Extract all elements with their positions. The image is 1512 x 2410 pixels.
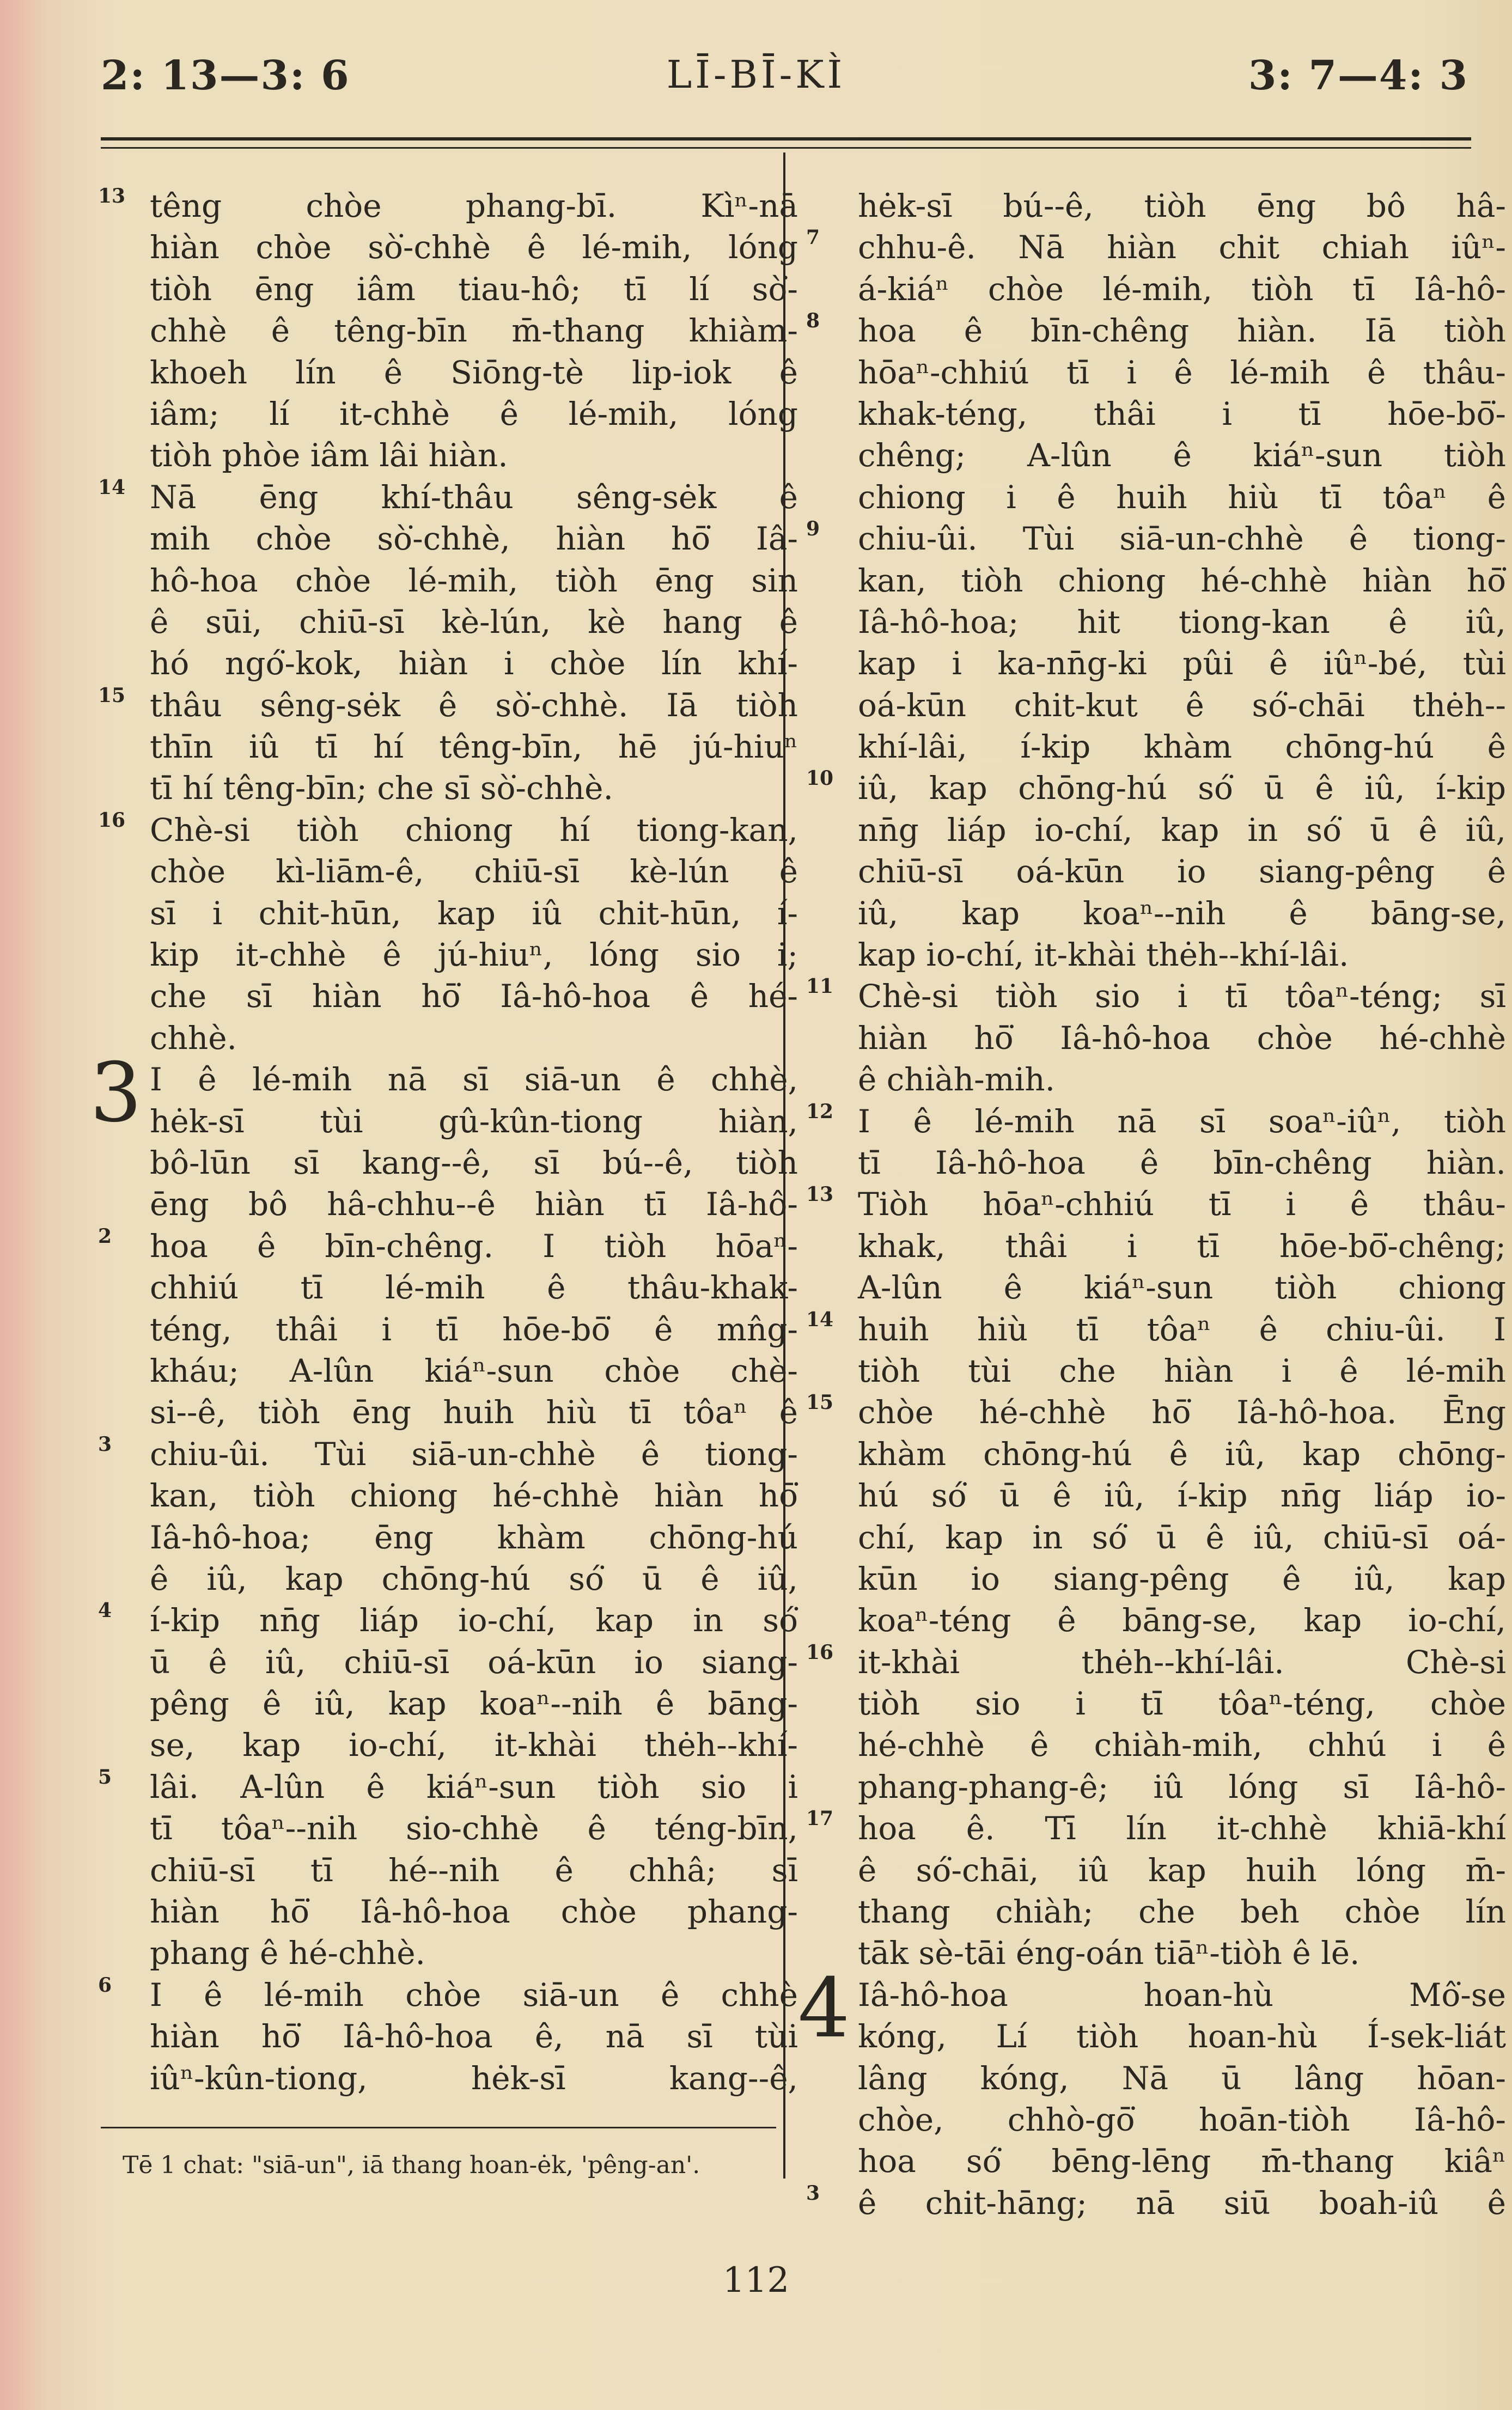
line-text: che sī hiàn hō͘ Iâ-hô-hoa ê hé-: [150, 978, 798, 1015]
text-line: [858, 2140, 1506, 2182]
text-line: [858, 560, 1506, 601]
line-text: ê iû, kap chōng-hú só͘ ū ê iû,: [150, 1560, 798, 1597]
line-text: A-lûn ê kiáⁿ-sun tiòh chiong: [858, 1269, 1506, 1307]
text-line: [150, 269, 798, 310]
text-line: [150, 1891, 798, 1932]
text-line: [150, 726, 798, 767]
footnote: Tē 1 chat: "siā-un", iā thang hoan-ėk, 'pêng-an'.: [123, 2151, 700, 2179]
text-line: [858, 851, 1506, 892]
line-text: pêng ê iû, kap koaⁿ--nih ê bāng-: [150, 1685, 798, 1723]
line-text: thang chiàh; che beh chòe lín: [858, 1893, 1506, 1931]
text-line: [98, 1973, 798, 2016]
line-text: chiu-ûi. Tùi siā-un-chhè ê tiong-: [150, 1435, 798, 1473]
text-line: [858, 477, 1506, 518]
text-line: [98, 475, 798, 518]
line-text: iû, kap koaⁿ--nih ê bāng-se,: [858, 894, 1506, 932]
line-text: hėk-sī tùi gû-kûn-tiong hiàn,: [150, 1102, 798, 1140]
text-line: [858, 1017, 1506, 1059]
text-line: [98, 684, 798, 726]
text-line: [858, 934, 1506, 975]
text-line: [150, 1517, 798, 1558]
text-line: [806, 1183, 1506, 1225]
text-line: [858, 2058, 1506, 2099]
verse-number: 7: [806, 226, 820, 249]
text-line: [150, 2016, 798, 2057]
text-line: [858, 726, 1506, 767]
text-line: [806, 1391, 1506, 1433]
line-text: mih chòe sò͘-chhè, hiàn hō͘ Iâ-: [150, 520, 798, 558]
line-text: kóng, Lí tiòh hoan-hù Í-sek-liát: [858, 2018, 1506, 2055]
text-line: [858, 1724, 1506, 1766]
header-book-title: LĪ-BĪ-KÌ: [666, 52, 846, 97]
line-text: tiòh tùi che hiàn i ê lé-mih: [858, 1352, 1506, 1389]
text-line: [806, 1807, 1506, 1849]
text-line: [150, 1683, 798, 1724]
line-text: hoa ê bīn-chêng hiàn. Iā tiòh: [858, 312, 1506, 350]
verse-number: 11: [806, 975, 834, 998]
line-text: hiàn hō͘ Iâ-hô-hoa ê, nā sī tùi: [150, 2018, 798, 2055]
line-text: chiong i ê huih hiù tī tôaⁿ ê: [858, 478, 1506, 516]
text-line: [150, 934, 798, 975]
text-line: [858, 1932, 1506, 1974]
line-text: chòe hé-chhè hō͘ Iâ-hô-hoa. Ēng: [858, 1394, 1506, 1431]
text-line: [858, 1350, 1506, 1392]
line-text: koaⁿ-téng ê bāng-se, kap io-chí,: [858, 1602, 1506, 1639]
line-text: iû, kap chōng-hú só͘ ū ê iû, í-kip: [858, 770, 1506, 807]
chapter-number: 3: [90, 1046, 142, 1141]
text-line: [806, 767, 1506, 809]
verse-number: 2: [98, 1224, 112, 1248]
text-line: [858, 809, 1506, 851]
text-line: [150, 310, 798, 351]
text-line: [858, 1142, 1506, 1183]
line-text: hiàn chòe sò͘-chhè ê lé-mih, lóng: [150, 229, 798, 266]
footnote-rule: [101, 2127, 776, 2128]
running-header: [0, 52, 1512, 112]
text-line: [858, 1433, 1506, 1475]
line-text: ê chit-hāng; nā siū boah-iû ê: [858, 2184, 1506, 2222]
line-text: Tiòh hōaⁿ-chhiú tī i ê thâu-: [858, 1186, 1506, 1223]
line-text: tī hí têng-bīn; che sī sò͘-chhè.: [150, 770, 613, 807]
line-text: chiū-sī tī hé--nih ê chhâ; sī: [150, 1851, 798, 1889]
text-line: [150, 1642, 798, 1683]
line-text: chiū-sī oá-kūn io siang-pêng ê: [858, 853, 1506, 890]
text-line: [150, 1309, 798, 1350]
line-text: tāk sè-tāi éng-oán tiāⁿ-tiòh ê lē.: [858, 1935, 1360, 1972]
verse-number: 13: [806, 1183, 834, 1206]
line-text: thâu sêng-sėk ê sò͘-chhè. Iā tiòh: [150, 686, 798, 724]
line-text: hú só͘ ū ê iû, í-kip nn̄g liáp io-: [858, 1477, 1506, 1515]
text-line: [150, 851, 798, 892]
verse-number: 3: [806, 2181, 820, 2205]
line-text: chiu-ûi. Tùi siā-un-chhè ê tiong-: [858, 520, 1506, 558]
line-text: téng, thâi i tī hōe-bō͘ ê mn̂g-: [150, 1310, 798, 1348]
line-text: I ê lé-mih nā sī soaⁿ-iûⁿ, tiòh: [858, 1102, 1506, 1140]
text-line: [858, 2099, 1506, 2140]
text-line: [806, 1308, 1506, 1350]
text-line: [806, 1100, 1506, 1142]
text-line: [858, 601, 1506, 643]
text-line: [150, 1392, 798, 1433]
verse-number: 10: [806, 767, 834, 790]
text-line: [150, 352, 798, 393]
text-line: [98, 1599, 798, 1641]
line-text: nn̄g liáp io-chí, kap in só͘ ū ê iû,: [858, 811, 1506, 849]
text-line: [858, 1600, 1506, 1641]
verse-number: 3: [98, 1432, 112, 1456]
line-text: ēng bô hâ-chhu--ê hiàn tī Iâ-hô-: [150, 1186, 798, 1223]
text-line: [858, 435, 1506, 476]
verse-number: 8: [806, 309, 820, 333]
text-line: [858, 643, 1506, 684]
text-line: [858, 1683, 1506, 1724]
text-line: [858, 1475, 1506, 1516]
text-line: [806, 2181, 1506, 2224]
line-text: kap io-chí, it-khài thėh--khí-lâi.: [858, 936, 1349, 974]
line-text: hoa ê bīn-chêng. I tiòh hōaⁿ-: [150, 1227, 798, 1265]
line-text: iûⁿ-kûn-tiong, hėk-sī kang--ê,: [150, 2059, 798, 2097]
text-line: [858, 352, 1506, 393]
line-text: si--ê, tiòh ēng huih hiù tī tôaⁿ ê: [150, 1394, 798, 1431]
text-line: [858, 1225, 1506, 1267]
text-line: [858, 393, 1506, 435]
line-text: kip it-chhè ê jú-hiuⁿ, lóng sio i;: [150, 936, 798, 974]
text-line: [98, 185, 798, 227]
line-text: ū ê iû, chiū-sī oá-kūn io siang-: [150, 1643, 798, 1681]
verse-number: 15: [806, 1391, 834, 1414]
line-text: chhè.: [150, 1019, 237, 1057]
line-text: tiòh sio i tī tôaⁿ-téng, chòe: [858, 1685, 1506, 1723]
header-rule-thin: [101, 147, 1471, 149]
text-line: [858, 685, 1506, 726]
text-line: [150, 1932, 798, 1974]
line-text: kan, tiòh chiong hé-chhè hiàn hō͘: [858, 562, 1506, 599]
text-line: [150, 1475, 798, 1516]
verse-number: 16: [98, 808, 126, 832]
line-text: í-kip nn̄g liáp io-chí, kap in só͘: [150, 1602, 798, 1639]
line-text: tiòh ēng iâm tiau-hô; tī lí sò͘-: [150, 270, 798, 308]
line-text: hô-hoa chòe lé-mih, tiòh ēng sin: [150, 562, 798, 599]
line-text: lâi. A-lûn ê kiáⁿ-sun tiòh sio i: [150, 1768, 798, 1805]
text-line: [806, 309, 1506, 351]
text-line: [150, 2058, 798, 2099]
header-rule-thick: [101, 137, 1471, 141]
text-line: [150, 893, 798, 934]
line-text: chòe kì-liām-ê, chiū-sī kè-lún ê: [150, 853, 798, 890]
line-text: phang-phang-ê; iû lóng sī Iâ-hô-: [858, 1768, 1506, 1805]
line-text: hōaⁿ-chhiú tī i ê lé-mih ê thâu-: [858, 353, 1506, 391]
text-line: [858, 1517, 1506, 1558]
text-line: [150, 1850, 798, 1891]
line-text: kap i ka-nn̄g-ki pûi ê iûⁿ-bé, tùi: [858, 645, 1506, 682]
text-line: [858, 1059, 1506, 1100]
verse-number: 17: [806, 1807, 834, 1831]
text-line: [806, 975, 1506, 1017]
line-text: se, kap io-chí, it-khài thėh--khí-: [150, 1726, 798, 1764]
line-text: chòe, chhò-gō͘ hoān-tiòh Iâ-hô-: [858, 2101, 1506, 2138]
line-text: hiàn hō͘ Iâ-hô-hoa chòe phang-: [150, 1893, 798, 1931]
verse-number: 6: [98, 1973, 112, 1997]
text-line: [150, 1142, 798, 1183]
line-text: I ê lé-mih chòe siā-un ê chhè: [150, 1976, 798, 2014]
verse-number: 12: [806, 1100, 834, 1123]
line-text: huih hiù tī tôaⁿ ê chiu-ûi. I: [858, 1310, 1506, 1348]
line-text: chhu-ê. Nā hiàn chit chiah iûⁿ-: [858, 229, 1506, 266]
text-line: [150, 518, 798, 559]
text-line: [150, 643, 798, 684]
page-number: 112: [722, 2260, 790, 2301]
text-line: [858, 1891, 1506, 1932]
line-text: Chè-si tiòh chiong hí tiong-kan,: [150, 811, 798, 849]
text-line: [150, 975, 798, 1017]
line-text: I ê lé-mih nā sī siā-un ê chhè,: [150, 1061, 798, 1099]
line-text: chhiú tī lé-mih ê thâu-khak-: [150, 1269, 798, 1307]
line-text: thīn iû tī hí têng-bīn, hē jú-hiuⁿ: [150, 728, 798, 766]
text-line: [150, 1724, 798, 1766]
line-text: chhè ê têng-bīn m̄-thang khiàm-: [150, 312, 798, 350]
line-text: tiòh phòe iâm lâi hiàn.: [150, 437, 508, 474]
header-chapter-range-left: 2: 13—3: 6: [101, 52, 350, 99]
line-text: hó ngó͘-kok, hiàn i chòe lín khí-: [150, 645, 798, 682]
text-line: [150, 1808, 798, 1849]
line-text: hoa ê. Tī lín it-chhè khiā-khí: [858, 1810, 1506, 1847]
text-line: [806, 517, 1506, 559]
line-text: khak-téng, thâi i tī hōe-bō͘-: [858, 395, 1506, 432]
line-text: tī tôaⁿ--nih sio-chhè ê téng-bīn,: [150, 1810, 798, 1847]
line-text: khak, thâi i tī hōe-bō͘-chêng;: [858, 1227, 1506, 1265]
line-text: Iâ-hô-hoa; hit tiong-kan ê iû,: [858, 603, 1506, 640]
text-line: [150, 1267, 798, 1308]
text-line: [150, 227, 798, 268]
text-line: [858, 2016, 1506, 2057]
line-text: phang ê hé-chhè.: [150, 1935, 425, 1972]
text-line: [150, 1558, 798, 1600]
right-column: [798, 185, 1506, 2224]
line-text: oá-kūn chit-kut ê só͘-chāi thėh--: [858, 686, 1506, 724]
line-text: bô-lūn sī kang--ê, sī bú--ê, tiòh: [150, 1144, 798, 1181]
line-text: têng chòe phang-bī. Kìⁿ-nā: [150, 187, 798, 224]
text-line: [150, 1183, 798, 1225]
text-line: [150, 1101, 798, 1142]
line-text: hoa só͘ bēng-lēng m̄-thang kiâⁿ: [858, 2143, 1506, 2180]
line-text: sī i chit-hūn, kap iû chit-hūn, í-: [150, 894, 798, 932]
line-text: Iâ-hô-hoa; ēng khàm chōng-hú: [150, 1518, 798, 1556]
text-line: [98, 1765, 798, 1808]
verse-number: 14: [98, 475, 126, 499]
text-line: [806, 226, 1506, 268]
text-line: [150, 601, 798, 643]
line-text: á-kiáⁿ chòe lé-mih, tiòh tī Iâ-hô-: [858, 270, 1506, 308]
verse-number: 5: [98, 1765, 112, 1789]
text-line: [858, 1766, 1506, 1808]
text-line: [150, 1017, 798, 1059]
verse-number: 16: [806, 1640, 834, 1664]
line-text: tī Iâ-hô-hoa ê bīn-chêng hiàn.: [858, 1144, 1506, 1181]
text-line: [858, 1267, 1506, 1308]
line-text: hé-chhè ê chiàh-mih, chhú i ê: [858, 1726, 1506, 1764]
verse-number: 9: [806, 517, 820, 541]
line-text: khoeh lín ê Siōng-tè lip-iok ê: [150, 353, 798, 391]
line-text: iâm; lí it-chhè ê lé-mih, lóng: [150, 395, 798, 432]
line-text: hėk-sī bú--ê, tiòh ēng bô hâ-: [858, 187, 1506, 224]
line-text: Chè-si tiòh sio i tī tôaⁿ-téng; sī: [858, 978, 1506, 1015]
line-text: kūn io siang-pêng ê iû, kap: [858, 1560, 1506, 1597]
line-text: it-khài thėh--khí-lâi. Chè-si: [858, 1643, 1506, 1681]
header-chapter-range-right: 3: 7—4: 3: [1248, 52, 1468, 99]
text-line: [98, 1432, 798, 1475]
line-text: khàm chōng-hú ê iû, kap chōng-: [858, 1435, 1506, 1473]
verse-number: 4: [98, 1599, 112, 1622]
line-text: kan, tiòh chiong hé-chhè hiàn hō͘: [150, 1477, 798, 1515]
line-text: khí-lâi, í-kip khàm chōng-hú ê: [858, 728, 1506, 766]
text-line: [150, 435, 798, 476]
text-line: [150, 560, 798, 601]
line-text: Nā ēng khí-thâu sêng-sėk ê: [150, 478, 798, 516]
line-text: kháu; A-lûn kiáⁿ-sun chòe chè-: [150, 1352, 798, 1389]
line-text: ê sūi, chiū-sī kè-lún, kè hang ê: [150, 603, 798, 640]
text-line: [858, 1558, 1506, 1600]
text-line: [858, 269, 1506, 310]
text-line: [858, 1850, 1506, 1891]
text-line: [858, 185, 1506, 227]
line-text: Iâ-hô-hoa hoan-hù Mô͘-se: [858, 1976, 1506, 2014]
text-line: [98, 1224, 798, 1267]
left-column: [90, 185, 798, 2099]
verse-number: 14: [806, 1308, 834, 1331]
line-text: lâng kóng, Nā ū lâng hōan-: [858, 2059, 1506, 2097]
line-text: hiàn hō͘ Iâ-hô-hoa chòe hé-chhè: [858, 1019, 1506, 1057]
line-text: ê só͘-chāi, iû kap huih lóng m̄-: [858, 1851, 1506, 1889]
chapter-number: 4: [798, 1961, 850, 2056]
text-line: [150, 767, 798, 809]
line-text: chí, kap in só͘ ū ê iû, chiū-sī oá-: [858, 1518, 1506, 1556]
line-text: ê chiàh-mih.: [858, 1061, 1056, 1099]
text-line: [806, 1640, 1506, 1683]
text-line: [98, 808, 798, 851]
verse-number: 13: [98, 185, 126, 208]
line-text: chêng; A-lûn ê kiáⁿ-sun tiòh: [858, 437, 1506, 474]
text-line: [150, 393, 798, 435]
text-line: [150, 1350, 798, 1392]
text-line: [858, 893, 1506, 934]
verse-number: 15: [98, 684, 126, 707]
